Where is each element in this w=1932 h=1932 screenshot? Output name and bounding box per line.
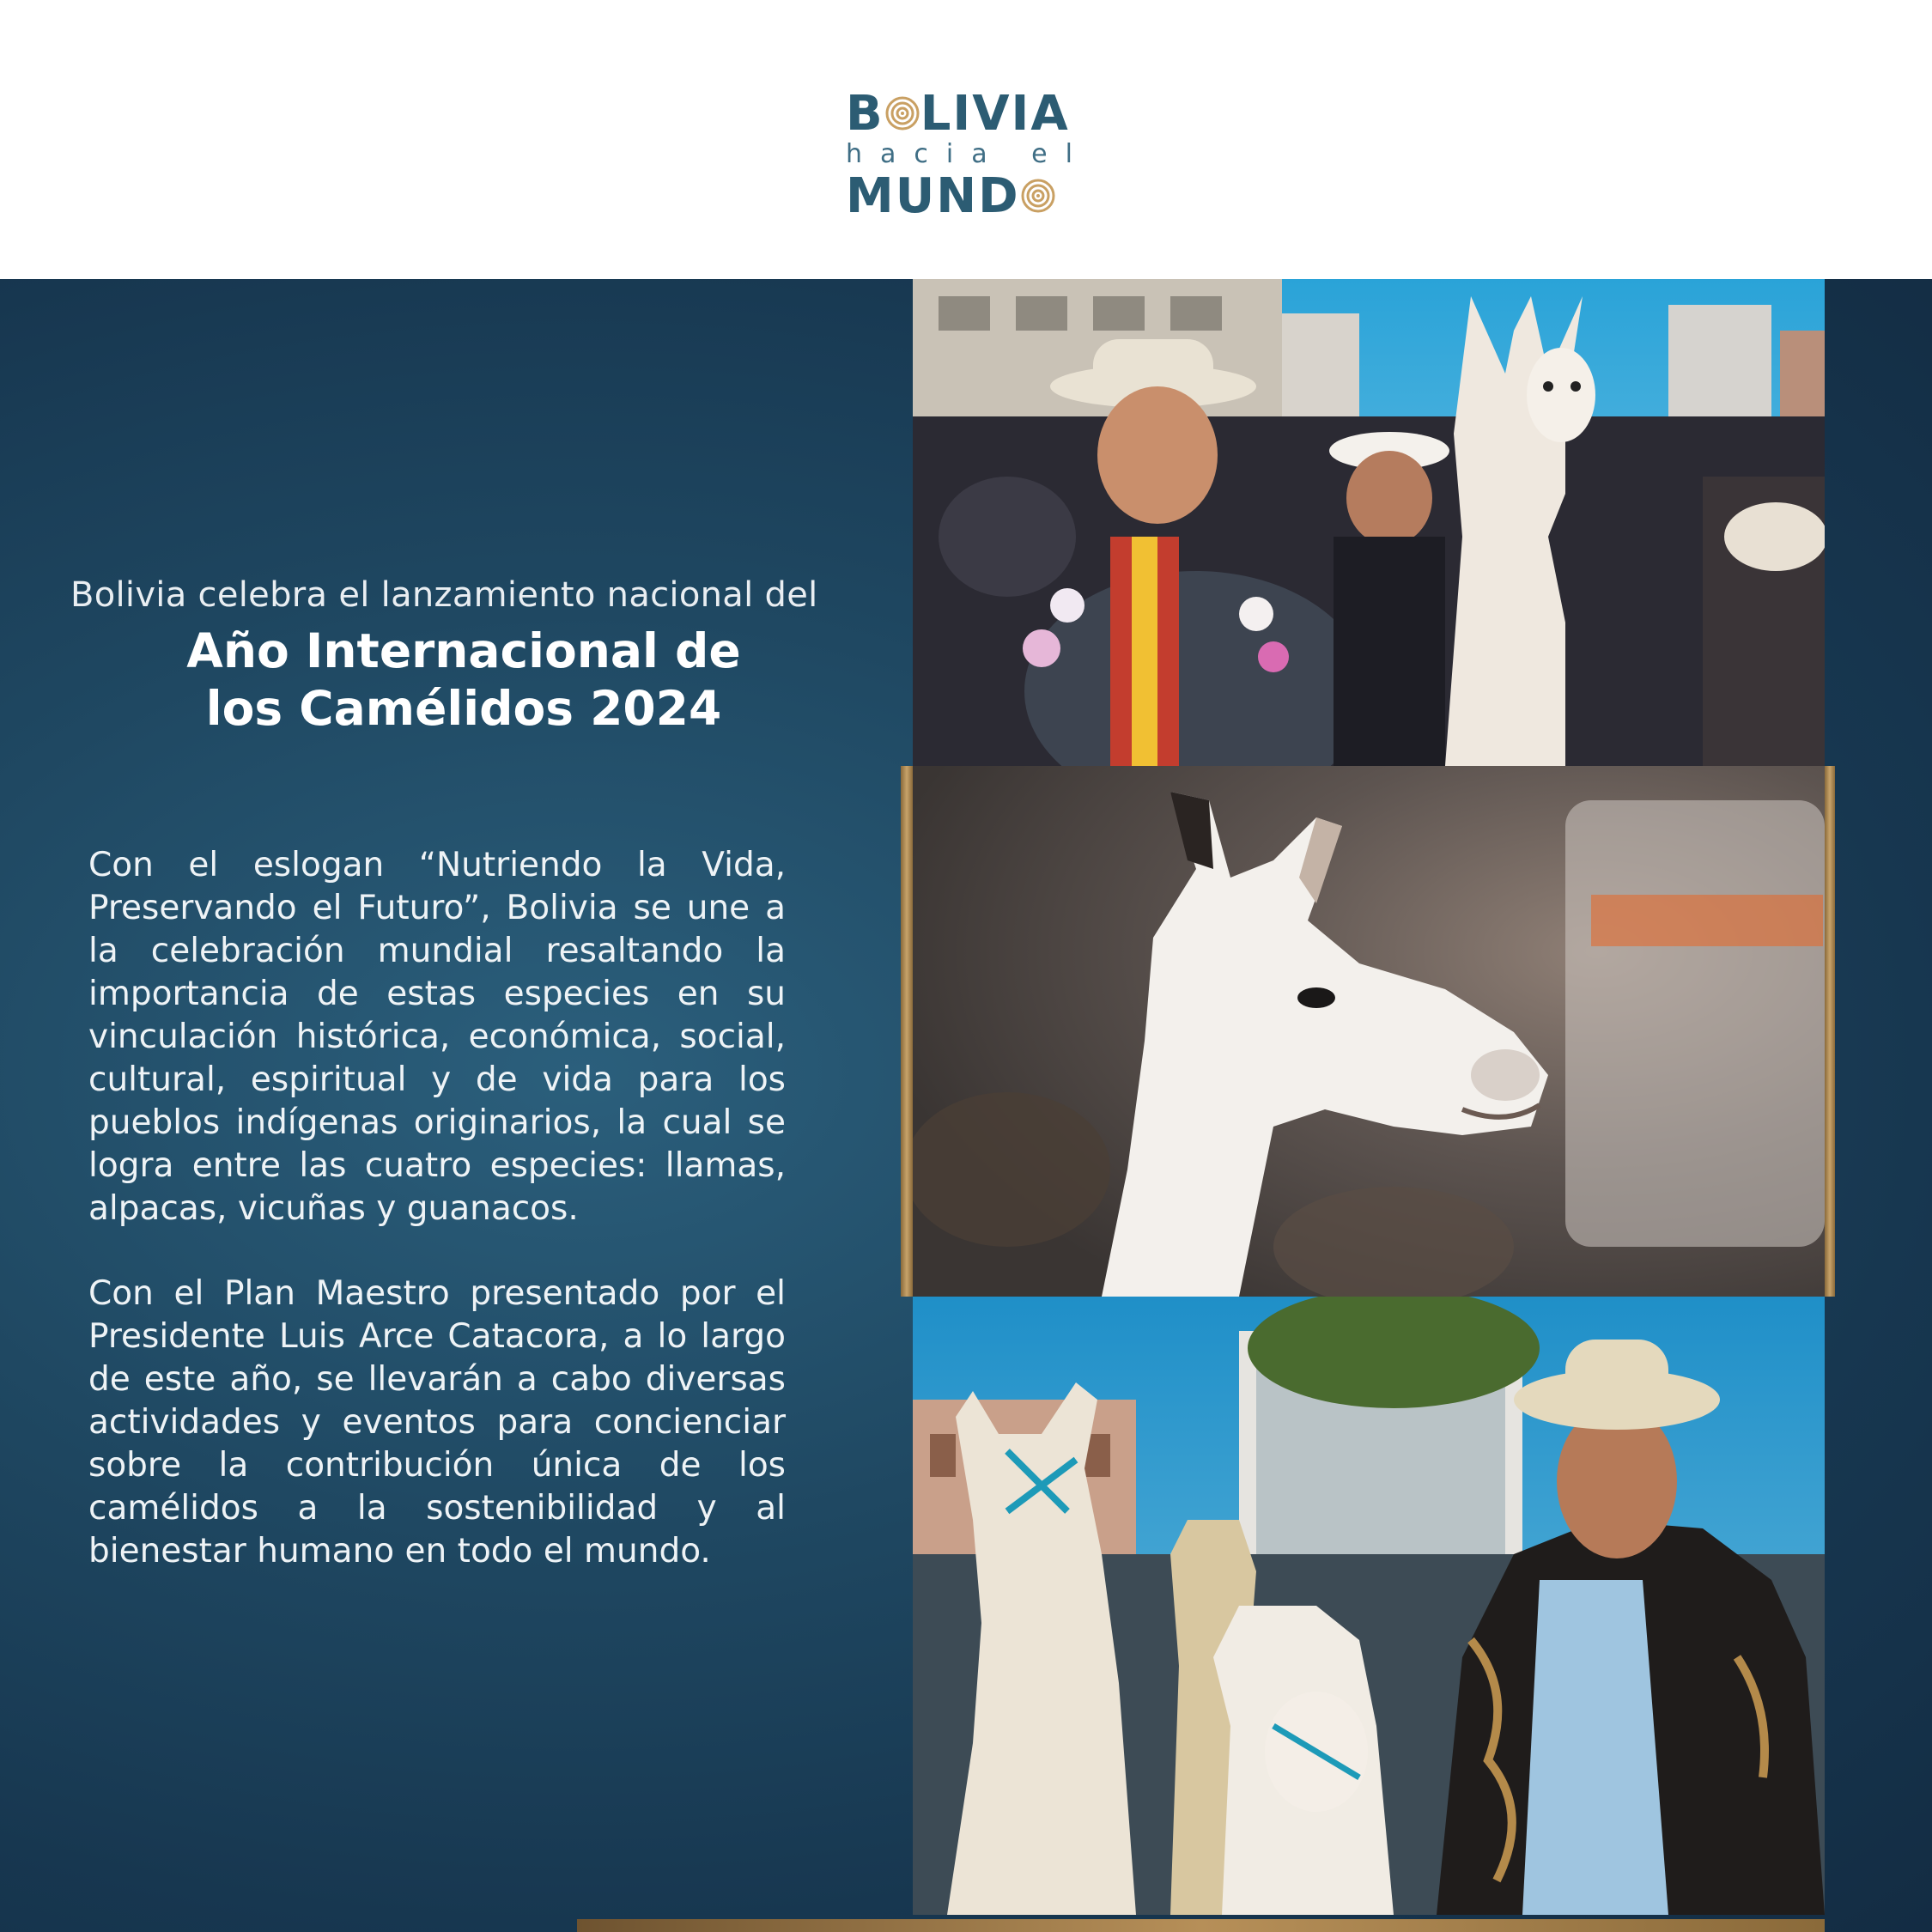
photo-president-with-llama (913, 279, 1825, 766)
content-panel (0, 279, 1932, 1932)
spiral-icon (885, 96, 920, 131)
body-paragraph-1: Con el eslogan “Nutriendo la Vida, Preservando el Futuro”, Bolivia se une a la celebración mundial resaltando la importancia de estas especies en su vinculación histórica, económica, social, cultural, espiritual y de vida para los pueblos indígenas originarios, la cual se logra entre las cuatro especies: llamas, alpacas, vicuñas y guanacos. (88, 846, 786, 1228)
logo-bolivia-line: B LIVIA (846, 86, 1070, 142)
gold-frame-right (1825, 766, 1835, 1297)
gold-accent-bar (577, 1919, 1825, 1932)
headline-title (103, 623, 824, 738)
headline-title-line-2: los Camélidos 2024 (205, 681, 722, 736)
photo-woman-with-camelids (913, 1297, 1825, 1915)
logo-hacia-el-line: hacia el (846, 139, 1091, 169)
body-paragraph-2: Con el Plan Maestro presentado por el Presidente Luis Arce Catacora, a lo largo de este año, se llevarán a cabo diversas actividades y eventos para concienciar sobre la contribución única de los camélidos a la sostenibilidad y al bienestar humano en todo el mundo. (88, 1274, 786, 1571)
header (0, 0, 1932, 279)
spiral-icon (1021, 179, 1055, 213)
headline-title-line-1: Año Internacional de (186, 623, 741, 678)
gold-frame-left (901, 766, 913, 1297)
bolivia-hacia-el-mundo-logo (846, 86, 1091, 224)
logo-mundo-line: MUND (846, 168, 1056, 224)
headline-subtitle: Bolivia celebra el lanzamiento nacional del (70, 575, 818, 615)
photo-llama-portrait (913, 766, 1825, 1297)
